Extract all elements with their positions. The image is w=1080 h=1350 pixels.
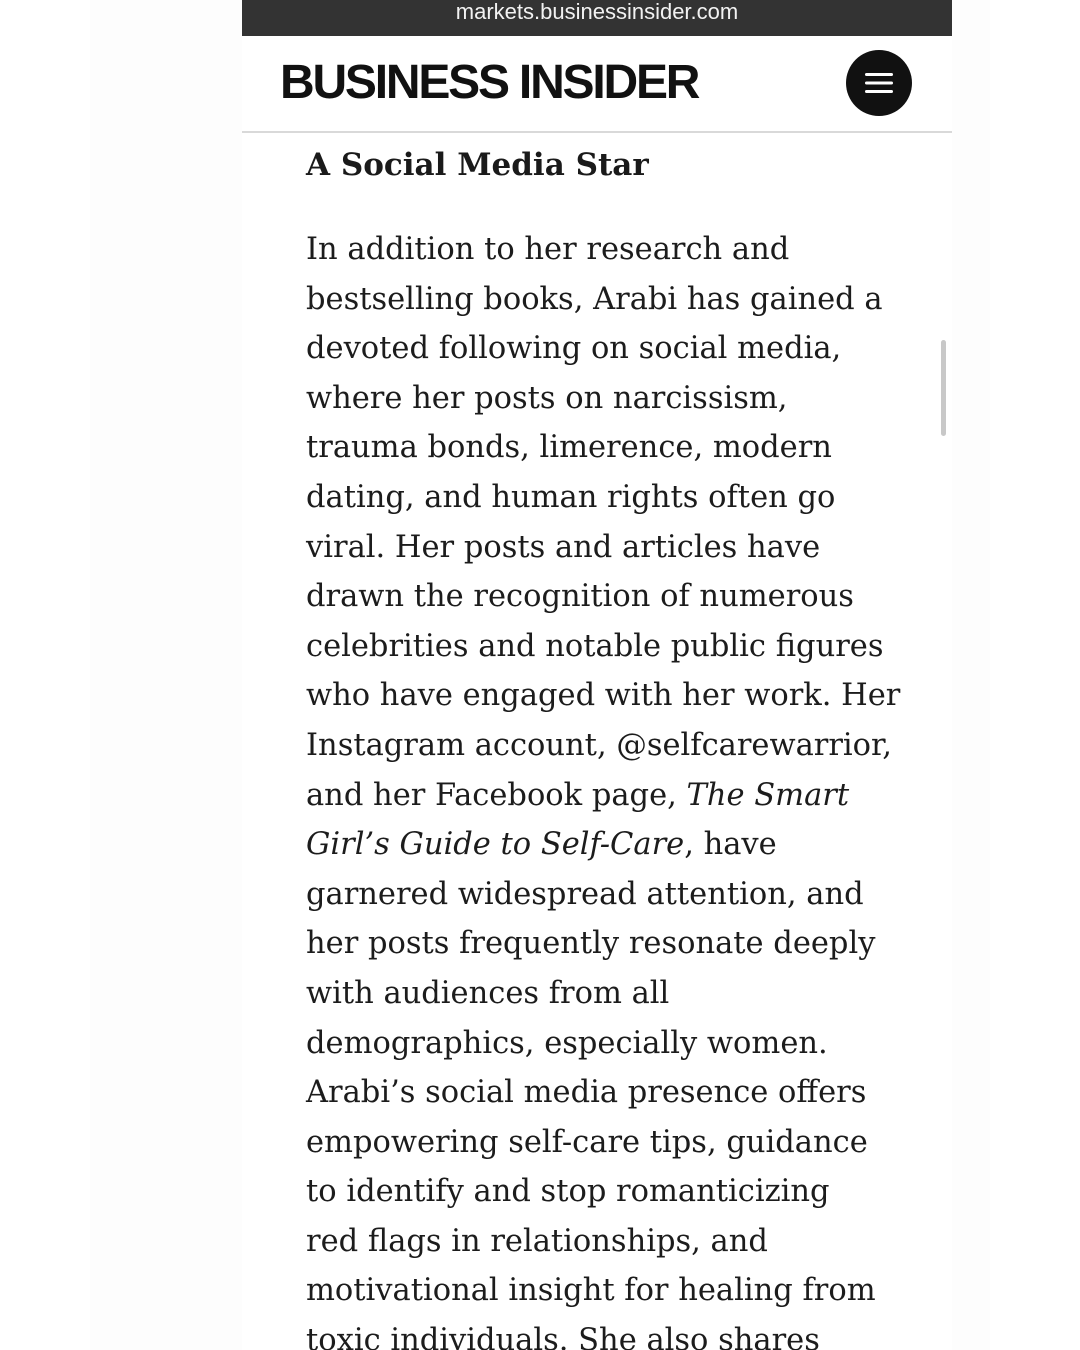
paragraph-line: her posts frequently resonate deeply <box>306 926 876 962</box>
paragraph-line <box>306 771 906 821</box>
paragraph-line: drawn the recognition of numerous <box>306 579 854 615</box>
paragraph-line: where her posts on narcissism, <box>306 380 788 416</box>
paragraph-line: demographics, especially women. <box>306 1025 828 1061</box>
paragraph-line: bestselling books, Arabi has gained a <box>306 281 883 317</box>
paragraph-line: empowering self-care tips, guidance <box>306 1124 868 1160</box>
paragraph-line <box>306 820 906 870</box>
section-heading: A Social Media Star <box>306 147 649 183</box>
menu-button[interactable] <box>846 50 912 116</box>
paragraph-line: Arabi’s social media presence offers <box>306 1075 867 1111</box>
paragraph-line: devoted following on social media, <box>306 331 842 367</box>
paragraph-line: dating, and human rights often go <box>306 479 836 515</box>
paragraph-line: toxic individuals. She also shares <box>306 1323 820 1350</box>
business-insider-logo[interactable]: BUSINESS INSIDER <box>280 56 699 109</box>
paragraph-line: In addition to her research and <box>306 232 790 267</box>
paragraph-line: with audiences from all <box>306 975 670 1011</box>
article-body <box>306 131 906 1350</box>
hamburger-menu-icon <box>865 71 893 95</box>
scrollbar-thumb[interactable] <box>941 340 946 436</box>
url-bar[interactable] <box>242 0 952 36</box>
paragraph-line: garnered widespread attention, and <box>306 876 864 912</box>
paragraph-text: and her Facebook page, <box>306 777 687 813</box>
site-header <box>242 36 952 133</box>
article-paragraph <box>306 225 906 1350</box>
paragraph-line: viral. Her posts and articles have <box>306 529 821 565</box>
mobile-browser-screen <box>242 0 952 1350</box>
url-text: markets.businessinsider.com <box>455 0 739 24</box>
paragraph-line: to identify and stop romanticizing <box>306 1174 830 1210</box>
paragraph-line: trauma bonds, limerence, modern <box>306 430 832 466</box>
paragraph-line: motivational insight for healing from <box>306 1273 876 1309</box>
facebook-page-title: The Smart <box>686 777 850 813</box>
paragraph-line: celebrities and notable public figures <box>306 628 884 664</box>
facebook-page-title-cont: Girl’s Guide to Self-Care <box>306 827 685 863</box>
paragraph-line: red flags in relationships, and <box>306 1223 768 1259</box>
paragraph-line: who have engaged with her work. Her <box>306 678 901 714</box>
paragraph-text: , have <box>684 827 777 863</box>
paragraph-line: Instagram account, @selfcarewarrior, <box>306 727 892 763</box>
